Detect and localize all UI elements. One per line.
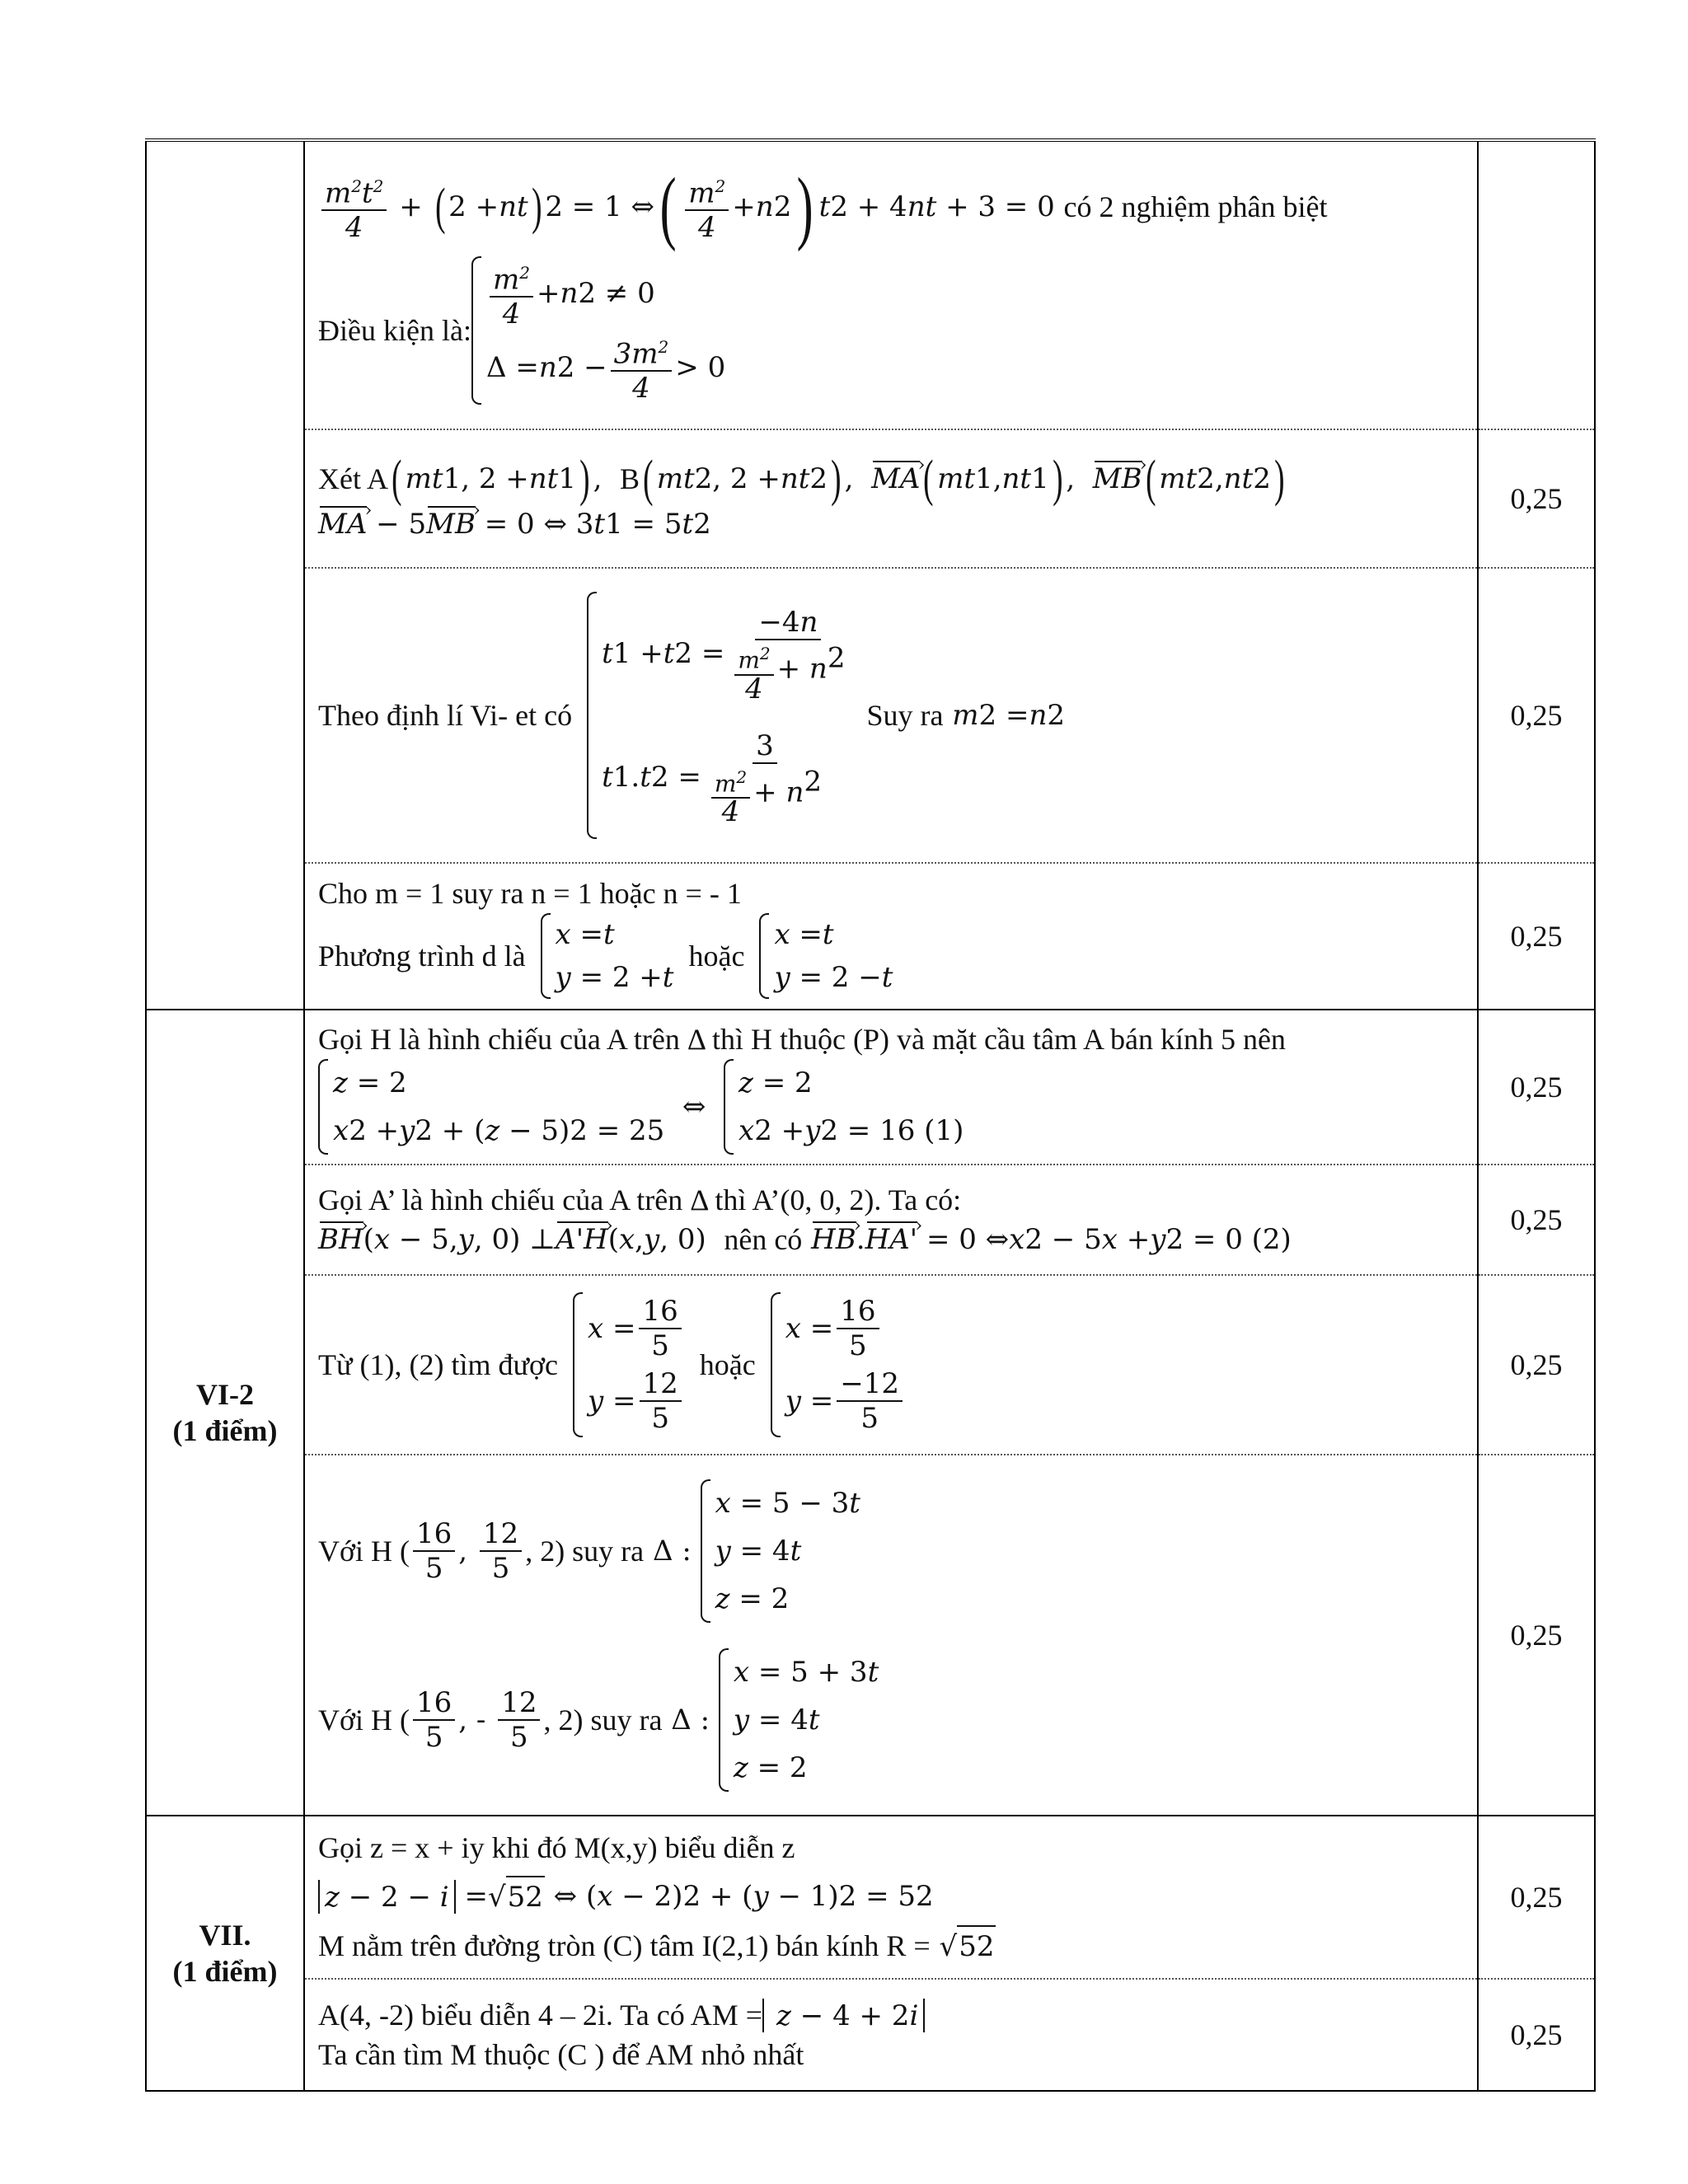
section-cell-empty — [146, 140, 304, 1010]
score-cell-empty — [1478, 140, 1595, 429]
step-quadratic: $\frac{m^2t^2}{4}$ + ( 2 + nt ) 2 = 1 ⇔ ( $\frac{m^2}{4}$ + n 2 ) t 2 + 4 nt + 3 = 0 có 2 nghiệm phân biệt Điều kiện là: $\frac{m^2}{4}$ + n 2 ≠ 0 Δ = n 2 − $\frac{3m^2}{4}$ > 0 — [304, 140, 1478, 429]
score-cell: 0,25 — [1478, 1275, 1595, 1455]
step-solve-h: Từ (1), (2) tìm được x = $\frac{16}{5}$ y = $\frac{12}{5}$ hoặc x = $\frac{16}{5}$ y = $\frac{-12}{5}$ — [304, 1275, 1478, 1455]
score-cell: 0,25 — [1478, 1165, 1595, 1275]
step-projection-a: Gọi A’ là hình chiếu của A trên Δ thì A’(0, 0, 2). Ta có: BH › ( x − 5, y , 0) ⊥ A'H › ( x , y , 0) nên có HB › . HA' › = 0 ⇔ x 2 − 5 x + y 2 = 0 (2) — [304, 1165, 1478, 1275]
step-points-ab: Xét A ( mt 1 , 2 + nt 1 ) , B ( mt 2 , 2 + nt 2 ) , MA › ( mt 1 , nt 1 ) , MB › ( mt 2 , nt 2 ) MA › − 5 MB › = 0 ⇔ 3 t 1 = 5 t 2 — [304, 429, 1478, 568]
distinct-roots-text: có 2 nghiệm phân biệt — [1063, 190, 1328, 223]
step-complex-circle: Gọi z = x + iy khi đó M(x,y) biểu diễn z z − 2 − i = √ 52 ⇔ ( x − 2) 2 + ( y − 1) 2 = 52 M nằm trên đường tròn (C) tâm I(2,1) bán kính R = √ 52 — [304, 1816, 1478, 1979]
condition-system: $\frac{m^2}{4}$ + n 2 ≠ 0 Δ = n 2 − $\frac{3m^2}{4}$ > 0 — [471, 256, 725, 405]
score-cell: 0,25 — [1478, 1816, 1595, 1979]
answer-key-table — [145, 138, 1568, 2092]
step-projection-h: Gọi H là hình chiếu của A trên Δ thì H thuộc (P) và mặt cầu tâm A bán kính 5 nên z = 2 x 2 + y 2 + ( z − 5) 2 = 25 ⇔ z = 2 x 2 + y 2 = 16 (1) — [304, 1010, 1478, 1165]
score-cell: 0,25 — [1478, 429, 1595, 568]
step-line-d: Cho m = 1 suy ra n = 1 hoặc n = - 1 Phương trình d là x = t y = 2 + t hoặc x = t y = 2 − t — [304, 863, 1478, 1010]
vieta-system: t 1 + t 2 = −4n $\frac{m^2}{4}$ + $n^2$ t 1 . t 2 = 3 $\frac{m^2}{4}$ + $n^2$ — [587, 592, 851, 839]
condition-label: Điều kiện là: — [318, 314, 471, 347]
score-cell: 0,25 — [1478, 1455, 1595, 1816]
score-cell: 0,25 — [1478, 568, 1595, 863]
score-cell: 0,25 — [1478, 863, 1595, 1010]
section-vii: VII. (1 điểm) — [146, 1816, 304, 2091]
score-cell: 0,25 — [1478, 1979, 1595, 2091]
step-vieta: Theo định lí Vi- et có t 1 + t 2 = −4n $\frac{m^2}{4}$ + $n^2$ t 1 . t 2 = 3 $\frac{m^2}{4}$ + $n^2$ Suy ra m 2 = n 2 — [304, 568, 1478, 863]
section-vi2: VI-2 (1 điểm) — [146, 1010, 304, 1816]
score-cell: 0,25 — [1478, 1010, 1595, 1165]
step-line-delta: Với H ( $\frac{16}{5}$ , $\frac{12}{5}$ , 2) suy ra Δ : x = 5 − 3 t y = 4 t z = 2 Với H ( $\frac{16}{5}$ , - $\frac{12}{5}$ , 2) suy ra Δ : x = 5 + 3 t y = 4 t z = 2 — [304, 1455, 1478, 1816]
step-min-am: A(4, -2) biểu diễn 4 – 2i. Ta có AM = z − 4 + 2i Ta cần tìm M thuộc (C ) để AM nhỏ nhất — [304, 1979, 1478, 2091]
